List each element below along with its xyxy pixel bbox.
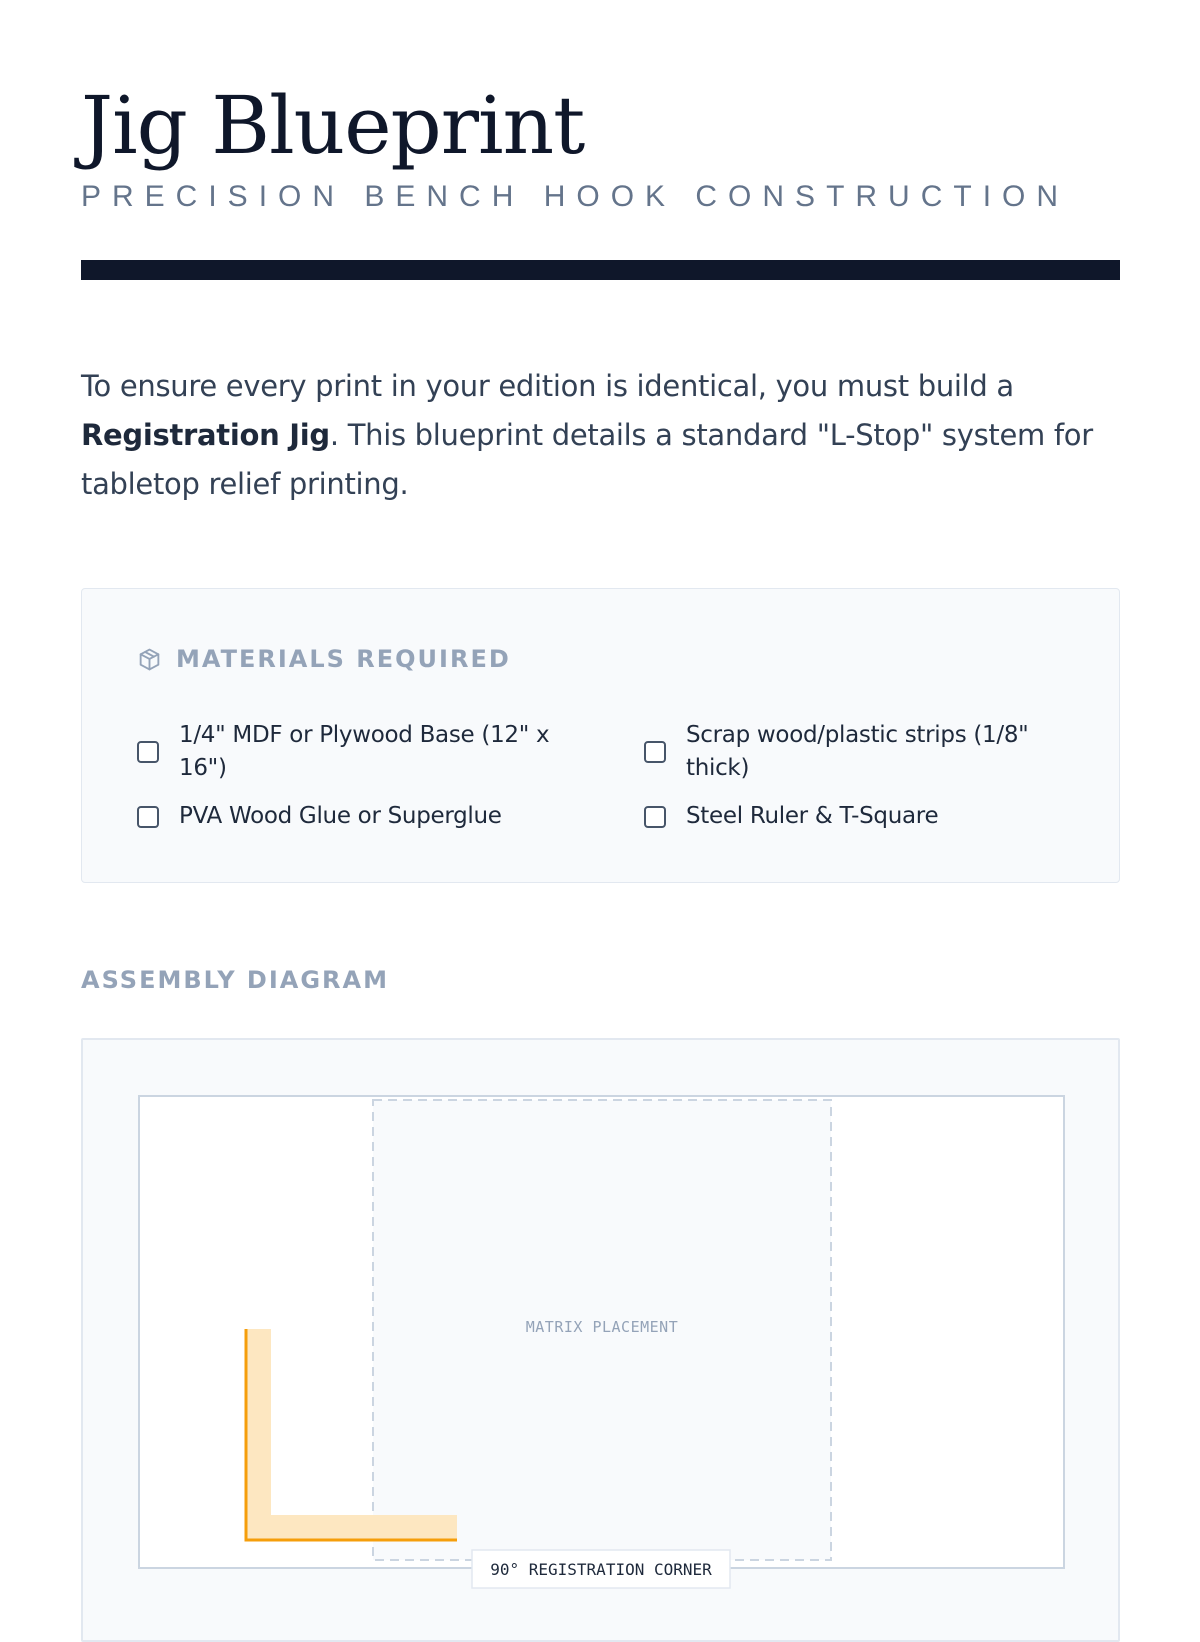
assembly-diagram: [81, 1038, 1120, 1642]
intro-emphasis: Registration Jig: [81, 418, 330, 452]
material-checkbox[interactable]: [137, 741, 159, 763]
registration-corner-label: 90° REGISTRATION CORNER: [490, 1560, 712, 1579]
page-subtitle: PRECISION BENCH HOOK CONSTRUCTION: [81, 180, 1070, 213]
material-label: 1/4" MDF or Plywood Base (12" x 16"): [179, 722, 550, 781]
page-title: Jig Blueprint: [81, 79, 585, 172]
box-icon: [137, 647, 162, 672]
material-item-glue[interactable]: [137, 800, 577, 833]
page: [81, 0, 1120, 1600]
materials-panel: [81, 588, 1120, 883]
l-stop-vertical-strip: [246, 1329, 271, 1540]
intro-text-end: . This blueprint details a standard "L-Stop" system for tabletop relief printing.: [81, 418, 1093, 501]
material-label: Steel Ruler & T-Square: [686, 803, 939, 829]
material-checkbox[interactable]: [644, 741, 666, 763]
intro-paragraph: [81, 362, 1120, 509]
matrix-placement-label: MATRIX PLACEMENT: [525, 1318, 679, 1336]
material-item-base-board[interactable]: [137, 719, 577, 785]
material-item-strips[interactable]: [644, 719, 1084, 785]
material-item-ruler[interactable]: [644, 800, 1084, 833]
header-divider: [81, 260, 1120, 280]
assembly-heading: ASSEMBLY DIAGRAM: [81, 966, 389, 994]
materials-header: [137, 644, 511, 674]
intro-text-start: To ensure every print in your edition is identical, you must build a: [81, 369, 1014, 403]
materials-heading: MATERIALS REQUIRED: [176, 645, 511, 673]
material-label: Scrap wood/plastic strips (1/8" thick): [686, 722, 1029, 781]
diagram-canvas: [83, 1040, 1118, 1640]
material-checkbox[interactable]: [137, 806, 159, 828]
material-checkbox[interactable]: [644, 806, 666, 828]
material-label: PVA Wood Glue or Superglue: [179, 803, 502, 829]
l-stop-horizontal-strip: [246, 1515, 457, 1540]
